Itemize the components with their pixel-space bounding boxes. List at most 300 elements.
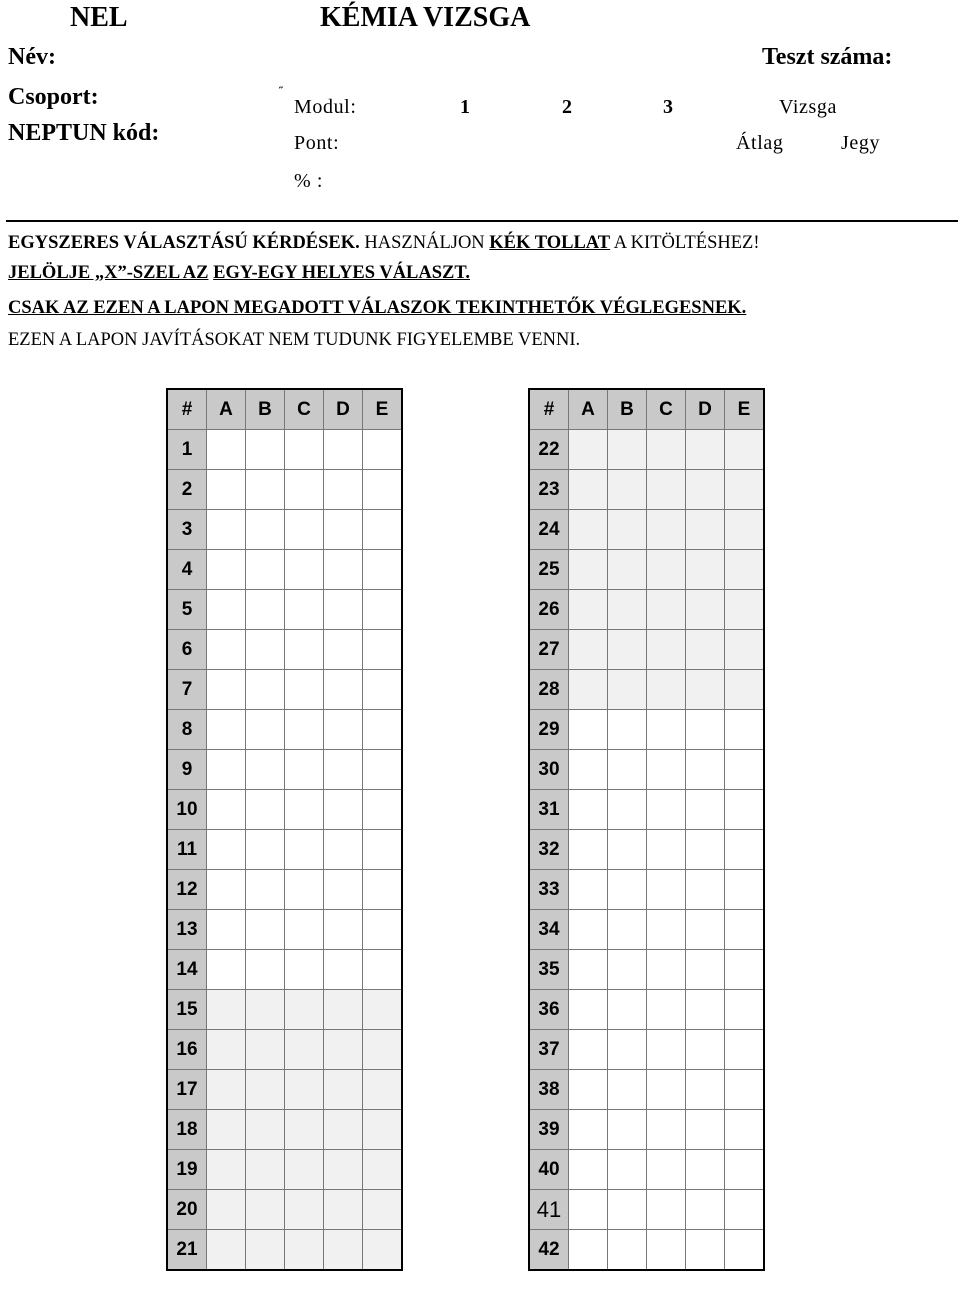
answer-cell[interactable] — [686, 590, 725, 630]
answer-cell[interactable] — [285, 1070, 324, 1110]
answer-cell[interactable] — [686, 790, 725, 830]
answer-cell[interactable] — [647, 990, 686, 1030]
name-label: Név: — [8, 44, 56, 70]
answer-row — [167, 1150, 402, 1190]
answer-row — [529, 430, 764, 470]
answer-row — [167, 910, 402, 950]
answer-cell[interactable] — [686, 990, 725, 1030]
answer-cell[interactable] — [324, 870, 363, 910]
answer-cell[interactable] — [725, 630, 765, 670]
answer-cell[interactable] — [608, 830, 647, 870]
grid-header-option: D — [686, 389, 725, 430]
answer-cell[interactable] — [725, 1230, 765, 1271]
answer-cell[interactable] — [324, 790, 363, 830]
answer-cell[interactable] — [608, 1110, 647, 1150]
answer-cell[interactable] — [207, 470, 246, 510]
answer-cell[interactable] — [608, 790, 647, 830]
answer-cell[interactable] — [569, 670, 608, 710]
answer-cell[interactable] — [686, 1190, 725, 1230]
answer-cell[interactable] — [324, 990, 363, 1030]
answer-cell[interactable] — [363, 590, 403, 630]
answer-cell[interactable] — [363, 750, 403, 790]
answer-cell[interactable] — [246, 830, 285, 870]
answer-cell[interactable] — [725, 670, 765, 710]
answer-cell[interactable] — [207, 710, 246, 750]
answer-cell[interactable] — [285, 830, 324, 870]
question-number: 12 — [167, 870, 207, 910]
answer-cell[interactable] — [686, 1070, 725, 1110]
answer-cell[interactable] — [647, 630, 686, 670]
answer-cell[interactable] — [207, 670, 246, 710]
answer-cell[interactable] — [246, 910, 285, 950]
answer-cell[interactable] — [569, 1190, 608, 1230]
answer-cell[interactable] — [647, 790, 686, 830]
answer-cell[interactable] — [569, 870, 608, 910]
answer-cell[interactable] — [324, 950, 363, 990]
answer-cell[interactable] — [569, 550, 608, 590]
answer-cell[interactable] — [608, 1230, 647, 1271]
answer-cell[interactable] — [324, 710, 363, 750]
answer-cell[interactable] — [246, 1110, 285, 1150]
answer-cell[interactable] — [569, 590, 608, 630]
answer-cell[interactable] — [363, 790, 403, 830]
answer-cell[interactable] — [725, 1190, 765, 1230]
answer-cell[interactable] — [647, 470, 686, 510]
answer-cell[interactable] — [285, 430, 324, 470]
question-number: 11 — [167, 830, 207, 870]
modul-label: Modul: — [294, 96, 357, 118]
answer-cell[interactable] — [207, 550, 246, 590]
answer-cell[interactable] — [686, 950, 725, 990]
answer-cell[interactable] — [647, 1230, 686, 1271]
answer-cell[interactable] — [324, 630, 363, 670]
answer-cell[interactable] — [363, 430, 403, 470]
question-number: 42 — [529, 1230, 569, 1271]
answer-cell[interactable] — [725, 830, 765, 870]
grade-label: Jegy — [841, 132, 881, 154]
answer-cell[interactable] — [246, 670, 285, 710]
answer-grid-left — [166, 388, 403, 1271]
answer-cell[interactable] — [207, 1230, 246, 1271]
answer-cell[interactable] — [324, 1070, 363, 1110]
answer-cell[interactable] — [686, 670, 725, 710]
question-number: 33 — [529, 870, 569, 910]
question-number: 10 — [167, 790, 207, 830]
answer-cell[interactable] — [725, 590, 765, 630]
answer-cell[interactable] — [324, 550, 363, 590]
question-number: 30 — [529, 750, 569, 790]
answer-cell[interactable] — [725, 1150, 765, 1190]
answer-cell[interactable] — [285, 990, 324, 1030]
answer-cell[interactable] — [246, 790, 285, 830]
answer-cell[interactable] — [569, 790, 608, 830]
answer-row — [529, 590, 764, 630]
answer-cell[interactable] — [608, 990, 647, 1030]
answer-cell[interactable] — [608, 430, 647, 470]
answer-cell[interactable] — [207, 510, 246, 550]
answer-cell[interactable] — [686, 430, 725, 470]
answer-cell[interactable] — [725, 710, 765, 750]
answer-cell[interactable] — [285, 670, 324, 710]
page-title: KÉMIA VIZSGA — [320, 2, 531, 33]
answer-cell[interactable] — [285, 750, 324, 790]
answer-cell[interactable] — [647, 430, 686, 470]
question-number: 41 — [529, 1190, 569, 1230]
answer-cell[interactable] — [285, 710, 324, 750]
answer-cell[interactable] — [569, 1230, 608, 1271]
answer-row — [529, 670, 764, 710]
answer-row — [167, 630, 402, 670]
answer-cell[interactable] — [207, 430, 246, 470]
question-number: 34 — [529, 910, 569, 950]
answer-cell[interactable] — [569, 910, 608, 950]
answer-cell[interactable] — [608, 950, 647, 990]
answer-cell[interactable] — [569, 1030, 608, 1070]
answer-cell[interactable] — [285, 630, 324, 670]
answer-row — [529, 470, 764, 510]
answer-cell[interactable] — [686, 510, 725, 550]
answer-cell[interactable] — [207, 630, 246, 670]
answer-cell[interactable] — [569, 470, 608, 510]
answer-cell[interactable] — [686, 1230, 725, 1271]
question-number: 6 — [167, 630, 207, 670]
answer-cell[interactable] — [363, 1150, 403, 1190]
answer-row — [529, 1230, 764, 1271]
answer-cell[interactable] — [324, 1030, 363, 1070]
grid-header-option: E — [725, 389, 765, 430]
answer-cell[interactable] — [324, 1150, 363, 1190]
question-number: 23 — [529, 470, 569, 510]
grid-header-option: B — [608, 389, 647, 430]
answer-cell[interactable] — [246, 1030, 285, 1070]
answer-cell[interactable] — [285, 590, 324, 630]
answer-row — [529, 910, 764, 950]
answer-cell[interactable] — [246, 430, 285, 470]
question-number: 36 — [529, 990, 569, 1030]
answer-cell[interactable] — [647, 1110, 686, 1150]
answer-cell[interactable] — [725, 1030, 765, 1070]
answer-cell[interactable] — [725, 1070, 765, 1110]
answer-row — [529, 950, 764, 990]
instruction-2c: EGY-EGY HELYES VÁLASZT. — [213, 263, 470, 283]
answer-cell[interactable] — [363, 910, 403, 950]
answer-cell[interactable] — [246, 750, 285, 790]
answer-row — [167, 430, 402, 470]
answer-row — [167, 950, 402, 990]
answer-cell[interactable] — [324, 1110, 363, 1150]
answer-cell[interactable] — [207, 870, 246, 910]
answer-cell[interactable] — [363, 710, 403, 750]
answer-row — [529, 550, 764, 590]
answer-cell[interactable] — [686, 1150, 725, 1190]
grid-header-option: C — [285, 389, 324, 430]
answer-cell[interactable] — [569, 1070, 608, 1110]
answer-cell[interactable] — [207, 910, 246, 950]
exam-label: Vizsga — [779, 96, 837, 118]
answer-cell[interactable] — [686, 830, 725, 870]
answer-cell[interactable] — [569, 1150, 608, 1190]
answer-cell[interactable] — [246, 870, 285, 910]
instruction-line-2 — [8, 263, 470, 284]
answer-cell[interactable] — [686, 910, 725, 950]
answer-row — [529, 990, 764, 1030]
answer-cell[interactable] — [246, 470, 285, 510]
header-code: NEL — [70, 2, 128, 33]
answer-cell[interactable] — [285, 510, 324, 550]
answer-cell[interactable] — [207, 1110, 246, 1150]
question-number: 9 — [167, 750, 207, 790]
average-label: Átlag — [736, 132, 784, 154]
answer-cell[interactable] — [647, 750, 686, 790]
answer-cell[interactable] — [608, 550, 647, 590]
grid-header-row — [167, 389, 402, 430]
answer-cell[interactable] — [207, 830, 246, 870]
answer-cell[interactable] — [207, 790, 246, 830]
answer-row — [167, 1030, 402, 1070]
module-2: 2 — [562, 96, 573, 118]
question-number: 25 — [529, 550, 569, 590]
answer-cell[interactable] — [363, 870, 403, 910]
question-number: 3 — [167, 510, 207, 550]
answer-cell[interactable] — [363, 1190, 403, 1230]
answer-cell[interactable] — [363, 1070, 403, 1110]
answer-cell[interactable] — [608, 750, 647, 790]
answer-cell[interactable] — [324, 910, 363, 950]
answer-cell[interactable] — [569, 990, 608, 1030]
answer-cell[interactable] — [363, 1030, 403, 1070]
answer-row — [167, 510, 402, 550]
answer-cell[interactable] — [285, 1030, 324, 1070]
answer-cell[interactable] — [569, 950, 608, 990]
answer-cell[interactable] — [363, 670, 403, 710]
answer-cell[interactable] — [569, 830, 608, 870]
answer-cell[interactable] — [363, 950, 403, 990]
answer-row — [529, 1030, 764, 1070]
answer-cell[interactable] — [207, 1070, 246, 1110]
answer-row — [167, 990, 402, 1030]
question-number: 8 — [167, 710, 207, 750]
answer-cell[interactable] — [686, 1030, 725, 1070]
answer-row — [167, 1230, 402, 1271]
answer-row — [167, 790, 402, 830]
answer-cell[interactable] — [246, 1230, 285, 1271]
answer-cell[interactable] — [207, 990, 246, 1030]
answer-cell[interactable] — [608, 710, 647, 750]
answer-cell[interactable] — [647, 1070, 686, 1110]
answer-row — [167, 1110, 402, 1150]
answer-cell[interactable] — [285, 550, 324, 590]
answer-cell[interactable] — [608, 1150, 647, 1190]
answer-cell[interactable] — [207, 1030, 246, 1070]
answer-cell[interactable] — [725, 550, 765, 590]
answer-cell[interactable] — [324, 430, 363, 470]
grid-header-option: C — [647, 389, 686, 430]
answer-cell[interactable] — [725, 510, 765, 550]
question-number: 24 — [529, 510, 569, 550]
answer-cell[interactable] — [686, 750, 725, 790]
question-number: 17 — [167, 1070, 207, 1110]
answer-cell[interactable] — [686, 710, 725, 750]
answer-cell[interactable] — [246, 1190, 285, 1230]
answer-cell[interactable] — [725, 790, 765, 830]
answer-cell[interactable] — [246, 590, 285, 630]
answer-cell[interactable] — [569, 430, 608, 470]
answer-cell[interactable] — [608, 910, 647, 950]
answer-cell[interactable] — [725, 1110, 765, 1150]
answer-cell[interactable] — [207, 950, 246, 990]
answer-cell[interactable] — [686, 870, 725, 910]
instruction-1d: A KITÖLTÉSHEZ! — [610, 233, 760, 253]
answer-cell[interactable] — [285, 870, 324, 910]
answer-cell[interactable] — [569, 1110, 608, 1150]
answer-row — [529, 870, 764, 910]
answer-cell[interactable] — [324, 750, 363, 790]
answer-cell[interactable] — [608, 630, 647, 670]
answer-cell[interactable] — [207, 1190, 246, 1230]
answer-cell[interactable] — [285, 910, 324, 950]
instruction-2a: JELÖLJE „X”-SZEL AZ — [8, 263, 209, 283]
module-3: 3 — [663, 96, 674, 118]
answer-cell[interactable] — [207, 1150, 246, 1190]
answer-cell[interactable] — [246, 710, 285, 750]
answer-cell[interactable] — [647, 1030, 686, 1070]
answer-cell[interactable] — [686, 1110, 725, 1150]
module-1: 1 — [460, 96, 471, 118]
answer-cell[interactable] — [608, 1030, 647, 1070]
answer-cell[interactable] — [285, 470, 324, 510]
answer-cell[interactable] — [647, 670, 686, 710]
answer-cell[interactable] — [647, 590, 686, 630]
answer-cell[interactable] — [608, 510, 647, 550]
answer-cell[interactable] — [686, 550, 725, 590]
answer-row — [529, 1110, 764, 1150]
answer-cell[interactable] — [285, 1150, 324, 1190]
answer-cell[interactable] — [246, 630, 285, 670]
answer-cell[interactable] — [324, 670, 363, 710]
answer-row — [167, 550, 402, 590]
answer-cell[interactable] — [246, 550, 285, 590]
question-number: 13 — [167, 910, 207, 950]
answer-cell[interactable] — [647, 910, 686, 950]
answer-grid-right — [528, 388, 765, 1271]
question-number: 21 — [167, 1230, 207, 1271]
answer-cell[interactable] — [285, 950, 324, 990]
answer-row — [167, 1190, 402, 1230]
answer-cell[interactable] — [324, 1190, 363, 1230]
grid-header-number: # — [529, 389, 569, 430]
answer-cell[interactable] — [647, 950, 686, 990]
answer-cell[interactable] — [647, 710, 686, 750]
answer-cell[interactable] — [569, 510, 608, 550]
answer-cell[interactable] — [725, 910, 765, 950]
answer-cell[interactable] — [647, 510, 686, 550]
answer-cell[interactable] — [608, 1070, 647, 1110]
instruction-1b: HASZNÁLJON — [359, 233, 490, 253]
answer-cell[interactable] — [647, 870, 686, 910]
question-number: 14 — [167, 950, 207, 990]
answer-cell[interactable] — [246, 950, 285, 990]
grid-header-number: # — [167, 389, 207, 430]
neptun-code-label: NEPTUN kód: — [8, 120, 160, 146]
answer-cell[interactable] — [363, 470, 403, 510]
answer-cell[interactable] — [363, 1230, 403, 1271]
answer-cell[interactable] — [246, 1070, 285, 1110]
answer-row — [529, 510, 764, 550]
answer-row — [529, 1070, 764, 1110]
instruction-1a: EGYSZERES VÁLASZTÁSÚ KÉRDÉSEK. — [8, 233, 360, 253]
question-number: 7 — [167, 670, 207, 710]
answer-cell[interactable] — [608, 470, 647, 510]
answer-cell[interactable] — [647, 1150, 686, 1190]
instruction-line-4: EZEN A LAPON JAVÍTÁSOKAT NEM TUDUNK FIGYELEMBE VENNI. — [8, 330, 581, 350]
answer-cell[interactable] — [686, 630, 725, 670]
question-number: 40 — [529, 1150, 569, 1190]
answer-cell[interactable] — [608, 670, 647, 710]
answer-cell[interactable] — [207, 590, 246, 630]
question-number: 15 — [167, 990, 207, 1030]
answer-cell[interactable] — [324, 590, 363, 630]
answer-cell[interactable] — [246, 990, 285, 1030]
test-number-label: Teszt száma: — [762, 44, 893, 70]
answer-row — [529, 1190, 764, 1230]
answer-cell[interactable] — [285, 1230, 324, 1271]
answer-cell[interactable] — [324, 830, 363, 870]
answer-cell[interactable] — [725, 870, 765, 910]
answer-cell[interactable] — [608, 590, 647, 630]
answer-cell[interactable] — [647, 830, 686, 870]
answer-cell[interactable] — [725, 950, 765, 990]
question-number: 1 — [167, 430, 207, 470]
answer-cell[interactable] — [246, 1150, 285, 1190]
answer-cell[interactable] — [686, 470, 725, 510]
answer-row — [529, 830, 764, 870]
answer-cell[interactable] — [324, 510, 363, 550]
answer-cell[interactable] — [569, 750, 608, 790]
answer-cell[interactable] — [363, 830, 403, 870]
answer-cell[interactable] — [725, 430, 765, 470]
answer-cell[interactable] — [363, 510, 403, 550]
instruction-line-3: CSAK AZ EZEN A LAPON MEGADOTT VÁLASZOK TEKINTHETŐK VÉGLEGESNEK. — [8, 298, 747, 318]
answer-cell[interactable] — [569, 710, 608, 750]
answer-cell[interactable] — [608, 870, 647, 910]
answer-cell[interactable] — [246, 510, 285, 550]
question-number: 18 — [167, 1110, 207, 1150]
answer-row — [167, 710, 402, 750]
answer-cell[interactable] — [207, 750, 246, 790]
answer-cell[interactable] — [363, 1110, 403, 1150]
question-number: 38 — [529, 1070, 569, 1110]
answer-cell[interactable] — [569, 630, 608, 670]
answer-cell[interactable] — [647, 550, 686, 590]
answer-cell[interactable] — [285, 1110, 324, 1150]
answer-cell[interactable] — [725, 470, 765, 510]
answer-row — [529, 630, 764, 670]
answer-cell[interactable] — [285, 1190, 324, 1230]
answer-cell[interactable] — [363, 550, 403, 590]
answer-cell[interactable] — [363, 990, 403, 1030]
answer-cell[interactable] — [725, 990, 765, 1030]
answer-cell[interactable] — [363, 630, 403, 670]
answer-cell[interactable] — [608, 1190, 647, 1230]
question-number: 26 — [529, 590, 569, 630]
question-number: 29 — [529, 710, 569, 750]
answer-cell[interactable] — [324, 1230, 363, 1271]
answer-cell[interactable] — [324, 470, 363, 510]
answer-cell[interactable] — [647, 1190, 686, 1230]
answer-cell[interactable] — [285, 790, 324, 830]
answer-row — [167, 470, 402, 510]
answer-cell[interactable] — [725, 750, 765, 790]
